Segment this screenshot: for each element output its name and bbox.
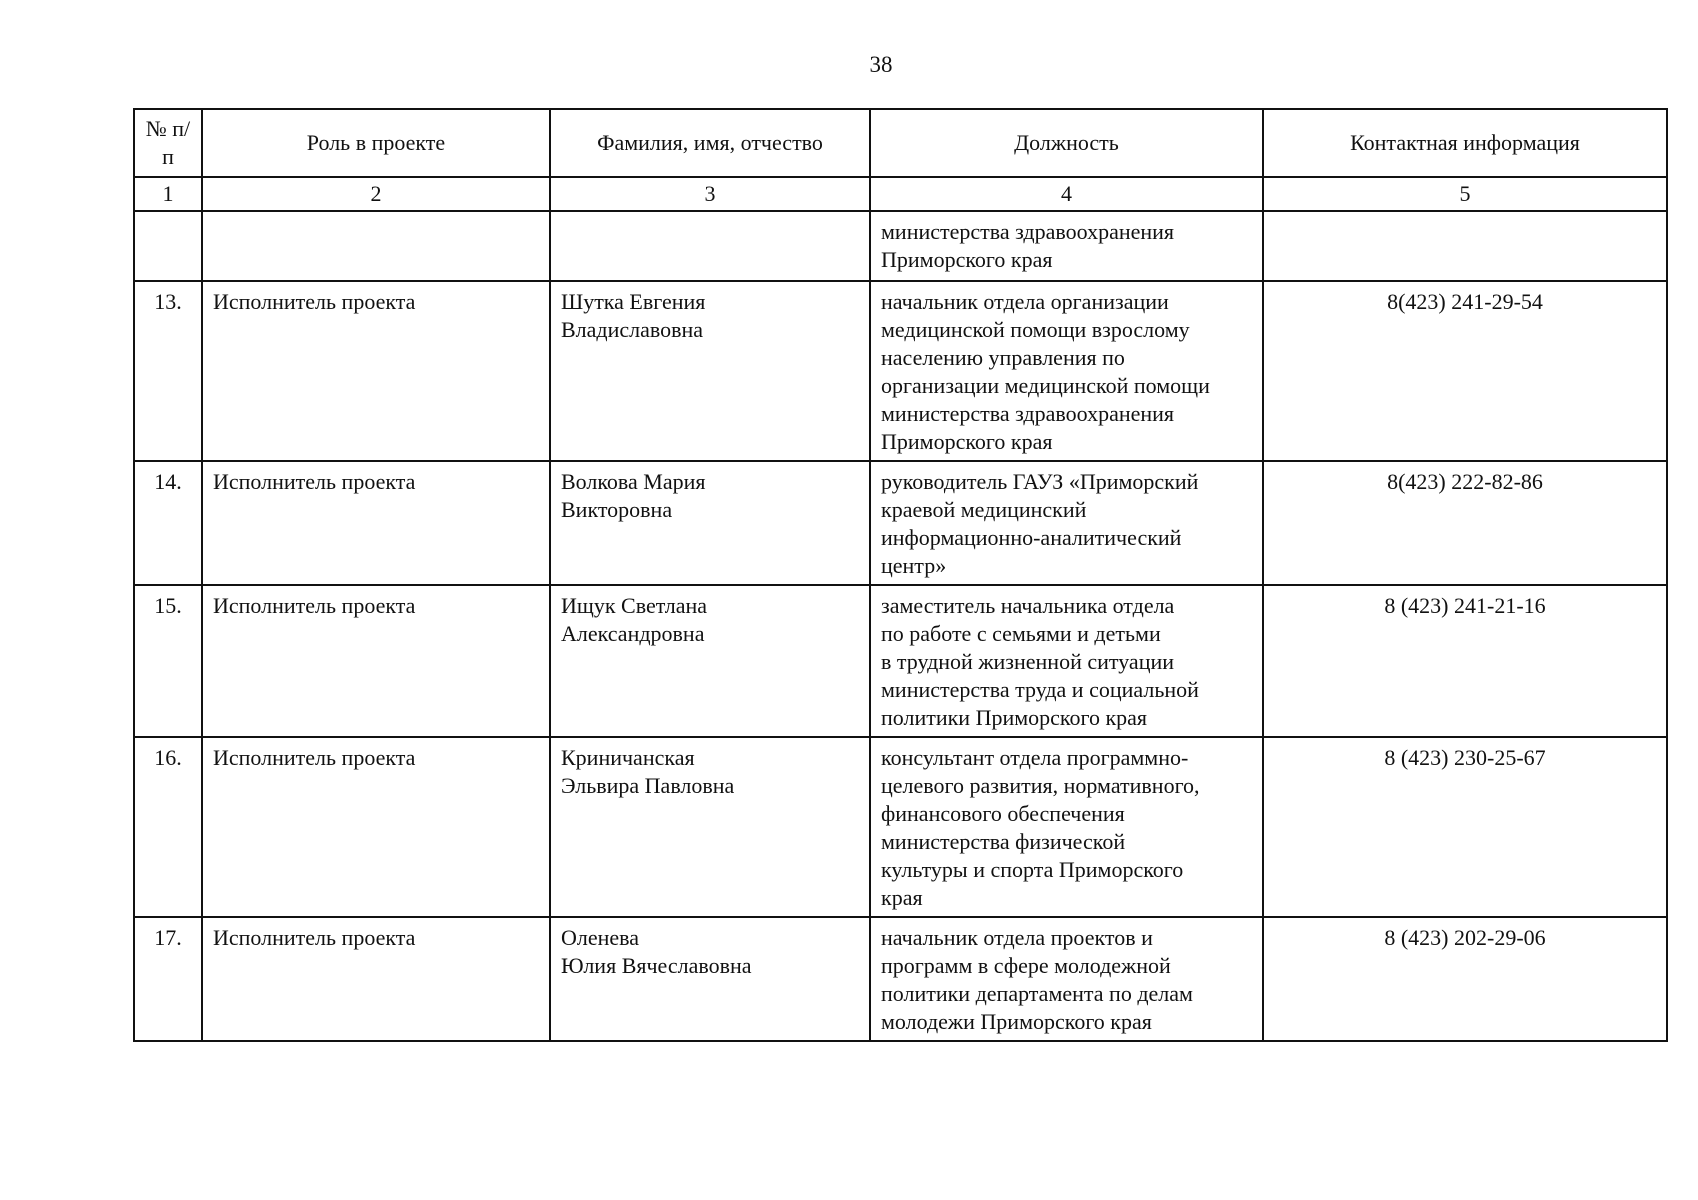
- cell-contact: 8(423) 241-29-54: [1263, 281, 1667, 461]
- cell-position-line: молодежи Приморского края: [881, 1009, 1152, 1034]
- cell-position-line: краевой медицинский: [881, 497, 1087, 522]
- cell-position-line: культуры и спорта Приморского: [881, 857, 1184, 882]
- cell-name: [550, 461, 870, 585]
- column-numbering-row: [134, 177, 1667, 211]
- cell-position-line: медицинской помощи взрослому: [881, 317, 1190, 342]
- cell-role: Исполнитель проекта: [202, 737, 550, 917]
- cell-name-line: Оленева: [561, 925, 640, 950]
- page-number: 38: [869, 52, 893, 77]
- cell-role: Исполнитель проекта: [202, 461, 550, 585]
- cell-position-line: организации медицинской помощи: [881, 373, 1210, 398]
- column-number: 4: [870, 177, 1263, 211]
- table-row: [134, 461, 1667, 585]
- column-number: 1: [134, 177, 202, 211]
- position-line: министерства здравоохранения: [881, 219, 1175, 244]
- cell-position-line: центр»: [881, 553, 947, 578]
- cell-position-line: политики департамента по делам: [881, 981, 1193, 1006]
- cell-name-line: Юлия Вячеславовна: [561, 953, 752, 978]
- cell-position-line: политики Приморского края: [881, 705, 1148, 730]
- table-header-row: [134, 109, 1667, 177]
- cell-name: [550, 585, 870, 737]
- cell-contact: 8(423) 222-82-86: [1263, 461, 1667, 585]
- project-team-table: [133, 108, 1668, 1042]
- header-position: Должность: [870, 109, 1263, 177]
- cell-position-line: целевого развития, нормативного,: [881, 773, 1200, 798]
- cell-num: 15.: [134, 585, 202, 737]
- cell-name-line: Волкова Мария: [561, 469, 706, 494]
- cell-contact: [1263, 211, 1667, 281]
- cell-position-line: заместитель начальника отдела: [881, 593, 1175, 618]
- column-number: 5: [1263, 177, 1667, 211]
- cell-name: [550, 917, 870, 1041]
- header-role: Роль в проекте: [202, 109, 550, 177]
- table-row: [134, 585, 1667, 737]
- cell-position-line: финансового обеспечения: [881, 801, 1125, 826]
- cell-position-line: края: [881, 885, 923, 910]
- table-row: [134, 737, 1667, 917]
- cell-position-line: населению управления по: [881, 345, 1125, 370]
- cell-position-line: начальник отдела организации: [881, 289, 1169, 314]
- cell-role: Исполнитель проекта: [202, 585, 550, 737]
- cell-name-line: Александровна: [561, 621, 705, 646]
- cell-num: 17.: [134, 917, 202, 1041]
- cell-role: [202, 211, 550, 281]
- cell-position-line: консультант отдела программно-: [881, 745, 1189, 770]
- cell-role: Исполнитель проекта: [202, 917, 550, 1041]
- cell-position: [870, 461, 1263, 585]
- cell-position-line: министерства труда и социальной: [881, 677, 1199, 702]
- cell-position-line: по работе с семьями и детьми: [881, 621, 1161, 646]
- cell-position: [870, 737, 1263, 917]
- table-row: [134, 917, 1667, 1041]
- header-name: Фамилия, имя, отчество: [550, 109, 870, 177]
- cell-name-line: Шутка Евгения: [561, 289, 706, 314]
- cell-position-line: Приморского края: [881, 429, 1053, 454]
- cell-name: [550, 211, 870, 281]
- cell-name: [550, 737, 870, 917]
- cell-position: [870, 585, 1263, 737]
- cell-contact: 8 (423) 202-29-06: [1263, 917, 1667, 1041]
- cell-contact: 8 (423) 230-25-67: [1263, 737, 1667, 917]
- column-number: 3: [550, 177, 870, 211]
- cell-position-line: программ в сфере молодежной: [881, 953, 1171, 978]
- position-line: Приморского края: [881, 247, 1053, 272]
- table-row: [134, 281, 1667, 461]
- cell-name-line: Ищук Светлана: [561, 593, 708, 618]
- cell-num: 16.: [134, 737, 202, 917]
- cell-position-line: руководитель ГАУЗ «Приморский: [881, 469, 1199, 494]
- cell-num: 14.: [134, 461, 202, 585]
- cell-role: Исполнитель проекта: [202, 281, 550, 461]
- cell-position-line: в трудной жизненной ситуации: [881, 649, 1175, 674]
- header-num: № п/п: [134, 109, 202, 177]
- cell-name-line: Викторовна: [561, 497, 673, 522]
- cell-num: 13.: [134, 281, 202, 461]
- header-contact: Контактная информация: [1263, 109, 1667, 177]
- cell-contact: 8 (423) 241-21-16: [1263, 585, 1667, 737]
- column-number: 2: [202, 177, 550, 211]
- cell-name: [550, 281, 870, 461]
- cell-name-line: Криничанская: [561, 745, 695, 770]
- cell-name-line: Владиславовна: [561, 317, 704, 342]
- continuation-row: [134, 211, 1667, 281]
- cell-position: [870, 211, 1263, 281]
- cell-position-line: министерства физической: [881, 829, 1126, 854]
- cell-position-line: министерства здравоохранения: [881, 401, 1175, 426]
- cell-position-line: начальник отдела проектов и: [881, 925, 1153, 950]
- cell-position: [870, 917, 1263, 1041]
- cell-num: [134, 211, 202, 281]
- cell-position-line: информационно-аналитический: [881, 525, 1182, 550]
- cell-position: [870, 281, 1263, 461]
- cell-name-line: Эльвира Павловна: [561, 773, 735, 798]
